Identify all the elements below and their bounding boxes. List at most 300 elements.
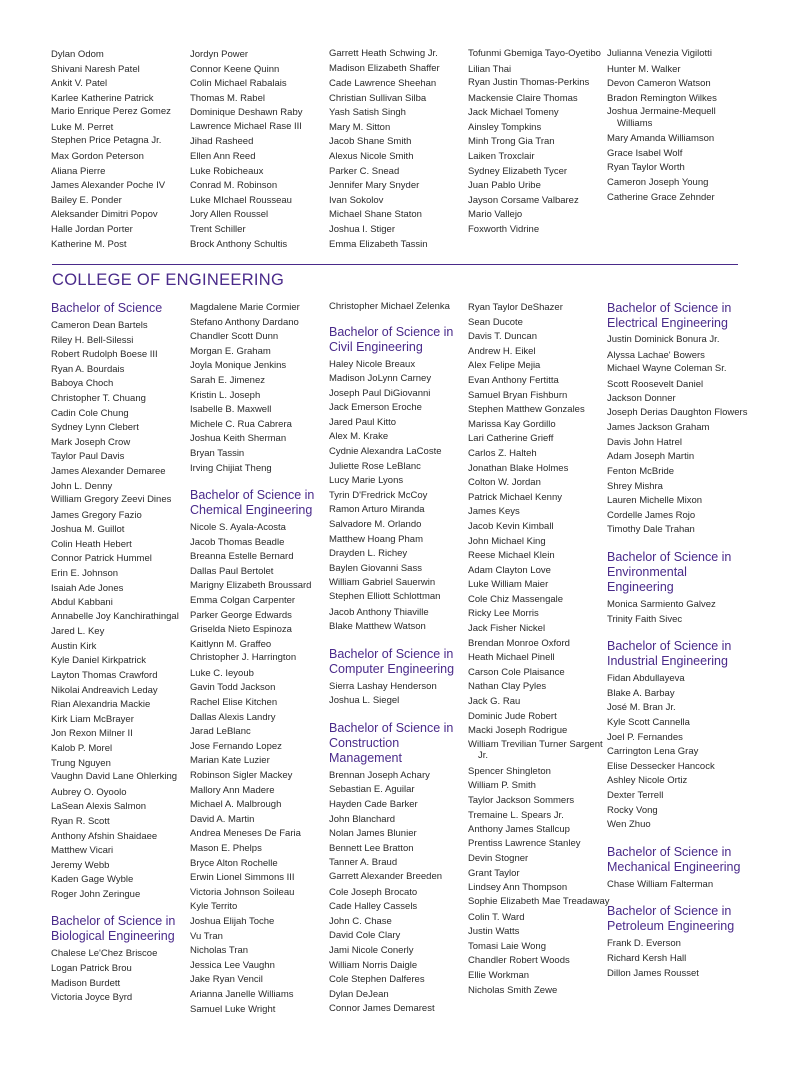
graduate-name: Garrett Heath Schwing Jr. <box>329 48 438 59</box>
graduate-name: Cole Stephen Dalferes <box>329 974 425 986</box>
graduate-name: Lari Catherine Grieff <box>468 433 554 445</box>
graduate-name: William Trevilian Turner Sargent Jr. <box>468 738 603 762</box>
graduate-name: Joyla Monique Jenkins <box>190 360 287 372</box>
graduate-name: Davis John Hatrel <box>607 436 682 448</box>
graduate-name: Baylen Giovanni Sass <box>329 562 422 574</box>
graduate-name: Ashley Nicole Ortiz <box>607 775 688 787</box>
graduate-name: Taylor Paul Davis <box>51 451 125 463</box>
graduate-name: Jose Fernando Lopez <box>190 740 282 752</box>
graduate-name: Jack G. Rau <box>468 696 521 708</box>
graduate-name: Parker George Edwards <box>190 609 292 621</box>
graduate-name: Abdul Kabbani <box>51 597 113 609</box>
graduate-name: Bryce Alton Rochelle <box>190 857 278 869</box>
graduate-name: David A. Martin <box>190 813 255 825</box>
graduate-name: Robinson Sigler Mackey <box>190 770 293 782</box>
graduate-name: James Alexander Demaree <box>51 465 166 477</box>
graduate-name: Grace Isabel Wolf <box>607 147 683 159</box>
graduate-name: Mallory Ann Madere <box>190 784 275 796</box>
computer-names <box>329 680 469 709</box>
graduate-name: Yash Satish Singh <box>329 107 406 119</box>
graduate-name: Samuel Luke Wright <box>190 1003 276 1015</box>
graduate-name: Marian Kate Luzier <box>190 755 270 767</box>
graduate-name: William Gregory Zeevi Dines <box>51 494 172 506</box>
top-column-3 <box>329 48 469 252</box>
graduate-name: Salvadore M. Orlando <box>329 519 422 531</box>
graduate-name: Cole Joseph Brocato <box>329 886 418 898</box>
graduate-name: Sierra Lashay Henderson <box>329 680 437 692</box>
graduate-name: Victoria Johnson Soileau <box>190 886 295 898</box>
eng-column-1 <box>51 301 191 1006</box>
graduate-name: Lilian Thai <box>468 63 512 75</box>
graduate-name: Conrad M. Robinson <box>190 180 278 192</box>
graduate-name: Aleksander Dimitri Popov <box>51 209 158 221</box>
graduate-name: Kalob P. Morel <box>51 743 113 755</box>
graduate-name: Blake A. Barbay <box>607 687 675 699</box>
graduate-name: Arianna Janelle Williams <box>190 988 294 1000</box>
graduate-name: Jonathan Blake Holmes <box>468 462 569 474</box>
graduate-name: Drayden L. Richey <box>329 548 408 560</box>
graduate-name: Jake Ryan Vencil <box>190 974 263 986</box>
graduate-name: William Norris Daigle <box>329 959 418 971</box>
graduate-name: James Keys <box>468 506 520 518</box>
chemical-names-continued <box>329 301 469 313</box>
graduate-name: Marigny Elizabeth Broussard <box>190 579 312 591</box>
graduate-name: Jacob Thomas Beadle <box>190 536 285 548</box>
graduate-name: Monica Sarmiento Galvez <box>607 599 716 611</box>
degree-heading-electrical: Bachelor of Science in Electrical Engineering <box>607 301 732 330</box>
graduate-name: Bryan Tassin <box>190 447 245 459</box>
graduate-name: Vaughn David Lane Ohlerking <box>51 771 178 783</box>
graduate-name: Jackson Donner <box>607 393 676 405</box>
graduate-name: Matthew Vicari <box>51 845 114 857</box>
graduate-name: Jacob Shane Smith <box>329 136 412 148</box>
graduate-name: Dominique Deshawn Raby <box>190 107 303 119</box>
graduate-name: Ramon Arturo Miranda <box>329 504 425 516</box>
graduate-name: Spencer Shingleton <box>468 765 551 777</box>
graduate-name: Jacob Anthony Thiaville <box>329 606 429 618</box>
eng-column-5 <box>607 301 747 981</box>
graduate-name: Joseph Derias Daughton Flowers <box>607 406 748 418</box>
graduate-name: Joseph Paul DiGiovanni <box>329 387 431 399</box>
graduate-name: Catherine Grace Zehnder <box>607 191 715 203</box>
graduate-name: Dylan Odom <box>51 49 104 60</box>
graduate-name: Scott Roosevelt Daniel <box>607 378 704 390</box>
degree-heading-computer: Bachelor of Science in Computer Engineering <box>329 646 455 676</box>
eng-column-3 <box>329 301 469 1017</box>
graduate-name: Dallas Alexis Landry <box>190 711 276 723</box>
graduate-name: Sebastian E. Aguilar <box>329 784 415 796</box>
graduate-name: Ryan Taylor DeShazer <box>468 302 563 313</box>
graduate-name: Luke Robicheaux <box>190 165 264 177</box>
graduate-name: Samuel Bryan Fishburn <box>468 389 568 401</box>
graduate-name: Michele C. Rua Cabrera <box>190 418 292 430</box>
graduate-name: Devin Stogner <box>468 853 529 865</box>
graduate-name: Chase William Falterman <box>607 878 714 890</box>
graduate-name: Colin Michael Rabalais <box>190 78 287 90</box>
graduate-name: Luke William Maier <box>468 579 549 591</box>
graduate-name: Layton Thomas Crawford <box>51 670 158 682</box>
graduate-name: Nicholas Smith Zewe <box>468 984 558 996</box>
graduate-name: David Cole Clary <box>329 930 401 942</box>
graduate-name: Jeremy Webb <box>51 859 110 871</box>
bs-names <box>51 319 191 902</box>
graduate-name: Nicholas Tran <box>190 945 249 957</box>
graduate-name: Justin Dominick Bonura Jr. <box>607 334 720 345</box>
graduate-name: Trent Schiller <box>190 224 246 236</box>
graduate-name: Juan Pablo Uribe <box>468 180 541 192</box>
graduate-name: Mason E. Phelps <box>190 843 262 854</box>
graduate-name: John Blanchard <box>329 813 396 825</box>
graduate-name: Cameron Joseph Young <box>607 177 709 189</box>
graduate-name: Dillon James Rousset <box>607 967 699 979</box>
graduate-name: Isaiah Ade Jones <box>51 582 124 594</box>
construction-names-continued <box>468 301 608 998</box>
graduate-name: Baboya Choch <box>51 378 114 390</box>
graduate-name: Garrett Alexander Breeden <box>329 871 443 883</box>
graduate-name: Cydnie Alexandra LaCoste <box>329 446 442 458</box>
graduate-name: Chalese Le'Chez Briscoe <box>51 948 158 960</box>
graduate-name: Thomas M. Rabel <box>190 92 265 104</box>
degree-heading-petroleum: Bachelor of Science in Petroleum Engineering <box>607 904 735 934</box>
graduate-name: Nikolai Andreavich Leday <box>51 684 158 696</box>
graduate-name: Adam Joseph Martin <box>607 451 695 463</box>
graduate-name: Austin Kirk <box>51 640 97 652</box>
graduate-name: Jami Nicole Conerly <box>329 944 414 956</box>
graduate-name: Lauren Michelle Mixon <box>607 495 703 507</box>
graduate-name: Jennifer Mary Snyder <box>329 180 420 192</box>
graduate-name: Minh Trong Gia Tran <box>468 136 555 148</box>
graduate-name: Heath Michael Pinell <box>468 652 555 664</box>
graduate-name: Madison Elizabeth Shaffer <box>329 62 440 74</box>
graduate-name: Jacob Kevin Kimball <box>468 520 554 532</box>
graduate-name: Sophie Elizabeth Mae Treadaway <box>468 896 610 908</box>
graduate-name: Luke MIchael Rousseau <box>190 194 292 206</box>
graduate-name: Fidan Abdullayeva <box>607 673 685 685</box>
graduate-name: Hunter M. Walker <box>607 63 681 75</box>
graduate-name: Jared Paul Kitto <box>329 416 397 428</box>
graduate-name: Luke M. Perret <box>51 121 114 133</box>
graduate-name: Griselda Nieto Espinoza <box>190 624 292 636</box>
graduate-name: Timothy Dale Trahan <box>607 524 695 536</box>
graduate-name: Dominic Jude Robert <box>468 710 557 722</box>
graduate-name: Shivani Naresh Patel <box>51 63 140 75</box>
graduate-name: Laiken Troxclair <box>468 150 535 162</box>
degree-heading-bs: Bachelor of Science <box>51 301 163 315</box>
degree-heading-chemical: Bachelor of Science in Chemical Engineering <box>190 488 315 518</box>
graduate-name: Roger John Zeringue <box>51 888 141 900</box>
graduate-name: Jack Emerson Eroche <box>329 402 422 414</box>
graduate-name: Mark Joseph Crow <box>51 436 131 448</box>
graduate-name: Hayden Cade Barker <box>329 799 418 811</box>
graduate-name: Connor James Demarest <box>329 1003 435 1015</box>
graduate-name: Julianna Venezia Vigilotti <box>607 48 712 59</box>
graduate-name: Connor Keene Quinn <box>190 63 280 75</box>
graduate-name: James Alexander Poche IV <box>51 180 166 192</box>
graduate-name: Chandler Robert Woods <box>468 955 570 967</box>
electrical-names <box>607 334 747 538</box>
graduate-name: Christopher T. Chuang <box>51 392 146 404</box>
graduate-name: Lucy Marie Lyons <box>329 475 404 487</box>
top-column-2 <box>190 48 330 252</box>
graduate-name: Dallas Paul Bertolet <box>190 565 274 577</box>
graduate-name: Kyle Scott Cannella <box>607 717 690 728</box>
graduate-name: Stephen Elliott Schlottman <box>329 591 441 602</box>
graduate-name: Jack Michael Tomeny <box>468 107 559 119</box>
graduate-name: Mary M. Sitton <box>329 121 391 133</box>
graduate-name: Lindsey Ann Thompson <box>468 882 568 894</box>
top-column-1 <box>51 48 191 252</box>
graduate-name: Jared L. Key <box>51 626 105 638</box>
degree-heading-industrial: Bachelor of Science in Industrial Engineering <box>607 639 732 669</box>
degree-heading-civil: Bachelor of Science in Civil Engineering <box>329 324 454 354</box>
graduate-name: Ryan A. Bourdais <box>51 363 125 375</box>
graduate-name: Kyle Daniel Kirkpatrick <box>51 655 147 667</box>
section-divider <box>52 264 738 265</box>
graduate-name: Ryan R. Scott <box>51 815 110 827</box>
graduate-name: Cadin Cole Chung <box>51 407 129 419</box>
graduate-name: LaSean Alexis Salmon <box>51 801 147 813</box>
graduate-name: Mary Amanda Williamson <box>607 133 715 145</box>
environmental-names <box>607 598 747 627</box>
graduate-name: Tofunmi Gbemiga Tayo-Oyetibo <box>468 48 601 59</box>
graduate-name: Mario Enrique Perez Gomez <box>51 106 171 118</box>
graduate-name: Anthony Afshin Shaidaee <box>51 830 158 842</box>
degree-heading-environmental: Bachelor of Science in Environmental Engineering <box>607 550 732 595</box>
graduate-name: Ryan Justin Thomas-Perkins <box>468 77 590 89</box>
chemical-names <box>190 521 330 1017</box>
graduate-name: Ankit V. Patel <box>51 78 108 90</box>
graduate-name: Kirk Liam McBrayer <box>51 713 134 725</box>
graduate-name: James Jackson Graham <box>607 422 710 434</box>
graduate-name: Halle Jordan Porter <box>51 223 133 235</box>
graduate-name: Chandler Scott Dunn <box>190 331 279 343</box>
graduate-name: Christian Sullivan Silba <box>329 92 427 104</box>
graduate-name: Brennan Joseph Achary <box>329 769 430 781</box>
graduate-name: Brendan Monroe Oxford <box>468 637 570 649</box>
industrial-names <box>607 672 747 833</box>
graduate-name: Christopher Michael Zelenka <box>329 301 450 312</box>
graduate-name: John L. Denny <box>51 480 113 492</box>
graduate-name: Ricky Lee Morris <box>468 608 539 620</box>
graduate-name: Alyssa Lachae' Bowers <box>607 349 705 361</box>
graduate-name: Mario Vallejo <box>468 209 523 221</box>
graduate-name: Stephen Matthew Gonzales <box>468 404 585 416</box>
graduate-name: Michael Wayne Coleman Sr. <box>607 363 727 375</box>
graduate-name: Jory Allen Roussel <box>190 209 269 221</box>
graduate-name: Logan Patrick Brou <box>51 963 132 975</box>
graduate-name: Ellen Ann Reed <box>190 151 256 163</box>
graduate-name: Tremaine L. Spears Jr. <box>468 809 564 821</box>
graduate-name: Stefano Anthony Dardano <box>190 316 299 328</box>
graduate-name: Tyrin D'Fredrick McCoy <box>329 489 428 501</box>
graduate-name: Devon Cameron Watson <box>607 78 711 90</box>
graduate-name: Luke C. Ieyoub <box>190 667 254 679</box>
graduate-name: Ivan Sokolov <box>329 194 384 206</box>
graduate-name: Fenton McBride <box>607 466 675 478</box>
graduate-name: Kaitlynn M. Graffeo <box>190 638 272 650</box>
graduate-name: Carrington Lena Gray <box>607 746 699 758</box>
graduate-name: Michael Shane Staton <box>329 209 422 221</box>
graduate-name: Marissa Kay Gordillo <box>468 418 556 430</box>
graduate-name: Foxworth Vidrine <box>468 223 540 235</box>
graduate-name: Riley H. Bell-Silessi <box>51 334 134 346</box>
graduate-name: Morgan E. Graham <box>190 345 271 357</box>
graduate-name: Jarad LeBlanc <box>190 726 251 738</box>
graduate-name: Christopher J. Harrington <box>190 652 297 664</box>
graduate-name: Carson Cole Plaisance <box>468 666 565 678</box>
eng-column-4 <box>468 301 608 998</box>
graduate-name: Parker C. Snead <box>329 165 400 177</box>
graduate-name: Evan Anthony Fertitta <box>468 374 559 386</box>
graduate-name: Justin Watts <box>468 926 520 938</box>
graduate-name: Colin Heath Hebert <box>51 538 132 550</box>
graduate-name: James Gregory Fazio <box>51 509 142 521</box>
construction-names <box>329 769 469 1017</box>
graduate-name: Elise Dessecker Hancock <box>607 760 715 772</box>
mechanical-names <box>607 878 747 893</box>
degree-heading-mechanical: Bachelor of Science in Mechanical Engineering <box>607 844 741 874</box>
graduate-name: Kristin L. Joseph <box>190 389 261 401</box>
graduate-name: Trung Nguyen <box>51 757 111 769</box>
graduate-name: Madison JoLynn Carney <box>329 373 432 385</box>
graduate-name: Cordelle James Rojo <box>607 509 696 521</box>
civil-names <box>329 358 469 635</box>
graduate-name: Tanner A. Braud <box>329 857 398 869</box>
graduate-name: Erin E. Johnson <box>51 568 119 579</box>
graduate-name: Nolan James Blunier <box>329 828 417 840</box>
graduate-name: William Gabriel Sauerwin <box>329 577 436 589</box>
graduate-name: Max Gordon Peterson <box>51 150 144 162</box>
graduate-name: Ainsley Tompkins <box>468 121 542 133</box>
graduate-name: Patrick Michael Kenny <box>468 491 562 503</box>
graduate-name: Juliette Rose LeBlanc <box>329 460 421 472</box>
graduate-name: Joshua Jermaine-Mequell Williams <box>607 106 716 129</box>
graduate-name: Annabelle Joy Kanchirathingal <box>51 610 179 622</box>
graduate-name: Joshua L. Siegel <box>329 695 400 707</box>
graduate-name: Haley Nicole Breaux <box>329 358 416 370</box>
graduate-name: Bradon Remington Wilkes <box>607 92 717 104</box>
graduate-name: John C. Chase <box>329 915 392 927</box>
graduate-name: Anthony James Stallcup <box>468 824 570 836</box>
graduate-name: Dylan DeJean <box>329 988 389 1000</box>
graduate-name: Michael A. Malbrough <box>190 799 282 811</box>
graduate-name: Andrea Meneses De Faria <box>190 828 301 840</box>
graduate-name: Cade Halley Cassels <box>329 901 418 913</box>
college-title: COLLEGE OF ENGINEERING <box>52 271 285 289</box>
graduate-name: Jon Rexon Milner II <box>51 728 133 740</box>
graduate-name: Taylor Jackson Sommers <box>468 795 575 806</box>
graduate-name: Carlos Z. Halteh <box>468 447 537 459</box>
graduate-name: Sarah E. Jimenez <box>190 374 265 386</box>
graduate-name: Joshua Keith Sherman <box>190 433 287 445</box>
graduate-name: Robert Rudolph Boese III <box>51 349 158 361</box>
graduate-name: Jayson Corsame Valbarez <box>468 194 579 206</box>
graduate-name: Alexus Nicole Smith <box>329 150 414 162</box>
graduate-name: Magdalene Marie Cormier <box>190 302 300 313</box>
graduate-name: Dexter Terrell <box>607 789 664 801</box>
graduate-name: Erwin Lionel Simmons III <box>190 872 295 884</box>
graduate-name: Emma Colgan Carpenter <box>190 595 296 606</box>
graduate-name: Nicole S. Ayala-Acosta <box>190 522 286 534</box>
graduate-name: Rian Alexandria Mackie <box>51 699 151 711</box>
graduate-name: Joshua Elijah Toche <box>190 915 275 927</box>
graduate-name: Joshua I. Stiger <box>329 223 396 235</box>
graduate-name: Richard Kersh Hall <box>607 952 687 964</box>
graduate-name: Breanna Estelle Bernard <box>190 551 294 563</box>
graduate-name: Davis T. Duncan <box>468 331 537 343</box>
graduate-name: Alex M. Krake <box>329 431 389 443</box>
graduate-name: Joshua M. Guillot <box>51 524 125 536</box>
bs-names-continued <box>190 301 330 476</box>
graduate-name: Ryan Taylor Worth <box>607 162 685 174</box>
graduate-name: Kaden Gage Wyble <box>51 874 134 886</box>
graduate-name: Colin T. Ward <box>468 911 525 923</box>
graduate-name: Lawrence Michael Rase III <box>190 120 302 132</box>
graduate-name: Ellie Workman <box>468 969 530 981</box>
graduate-name: Brock Anthony Schultis <box>190 238 288 250</box>
graduate-name: Macki Joseph Rodrigue <box>468 725 568 737</box>
graduate-name: Bailey E. Ponder <box>51 194 122 206</box>
graduate-name: Gavin Todd Jackson <box>190 682 276 694</box>
graduate-name: Bennett Lee Bratton <box>329 842 414 854</box>
graduate-name: Colton W. Jordan <box>468 477 541 489</box>
graduate-name: Sydney Lynn Clebert <box>51 422 139 434</box>
graduate-name: Stephen Price Petagna Jr. <box>51 135 162 147</box>
graduate-name: Aliana Pierre <box>51 165 106 177</box>
graduate-name: Prentiss Lawrence Stanley <box>468 837 581 849</box>
graduate-name: Alex Felipe Mejia <box>468 360 541 372</box>
graduate-name: Rachel Elise Kitchen <box>190 697 278 709</box>
graduate-name: Sean Ducote <box>468 316 523 328</box>
graduate-name: Frank D. Everson <box>607 938 681 950</box>
graduate-name: Wen Zhuo <box>607 819 651 831</box>
petroleum-names <box>607 937 747 981</box>
graduate-name: Jessica Lee Vaughn <box>190 959 275 971</box>
degree-heading-biological: Bachelor of Science in Biological Engineering <box>51 914 176 944</box>
graduate-name: Connor Patrick Hummel <box>51 553 152 565</box>
graduate-name: Rocky Vong <box>607 804 658 816</box>
biological-names <box>51 947 191 1005</box>
graduate-name: Kyle Territo <box>190 901 238 913</box>
graduate-name: Cameron Dean Bartels <box>51 320 148 331</box>
graduate-name: Trinity Faith Sivec <box>607 613 683 625</box>
graduate-name: Aubrey O. Oyoolo <box>51 786 127 798</box>
graduate-name: Shrey Mishra <box>607 480 663 492</box>
degree-heading-construction: Bachelor of Science in Construction Management <box>329 720 454 765</box>
graduate-name: Emma Elizabeth Tassin <box>329 238 428 250</box>
graduate-name: Jordyn Power <box>190 49 249 60</box>
eng-column-2 <box>190 301 330 1017</box>
graduate-name: Grant Taylor <box>468 867 520 879</box>
graduate-name: Matthew Hoang Pham <box>329 533 423 545</box>
graduate-name: Mackensie Claire Thomas <box>468 92 578 104</box>
graduate-name: Adam Clayton Love <box>468 564 551 576</box>
graduate-name: Reese Michael Klein <box>468 550 555 562</box>
graduate-name: Victoria Joyce Byrd <box>51 992 133 1004</box>
graduate-name: Vu Tran <box>190 930 223 942</box>
graduate-name: Isabelle B. Maxwell <box>190 404 272 416</box>
graduate-name: Joel P. Fernandes <box>607 731 683 743</box>
graduate-name: Madison Burdett <box>51 977 121 989</box>
graduate-name: Irving Chijiat Theng <box>190 462 272 474</box>
graduate-name: Cole Chiz Massengale <box>468 593 564 605</box>
top-column-5 <box>607 48 747 205</box>
graduate-name: William P. Smith <box>468 780 536 792</box>
graduate-name: Andrew H. Eikel <box>468 345 536 357</box>
graduate-name: Nathan Clay Pyles <box>468 681 547 693</box>
graduate-name: Cade Lawrence Sheehan <box>329 78 437 89</box>
graduate-name: Jack Fisher Nickel <box>468 623 546 635</box>
